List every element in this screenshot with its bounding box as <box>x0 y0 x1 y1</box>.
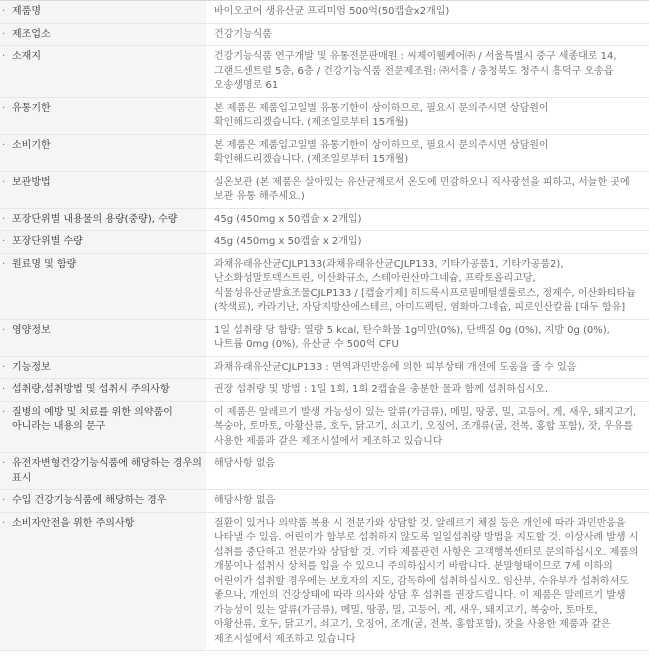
row-value: 45g (450mg x 50캡슐 x 2개입) <box>206 208 649 231</box>
row-value: 건강기능식품 <box>206 23 649 46</box>
row-value: 권장 섭취량 및 방법 : 1일 1회, 1회 2캡슐을 충분한 물과 함께 섭취하십시오. <box>206 379 649 402</box>
row-value: 바이오코어 생유산균 프리미엄 500억(50캡슐x2개입) <box>206 1 649 24</box>
row-value: 해당사항 없음 <box>206 490 649 513</box>
row-manufacturer <box>0 23 649 46</box>
row-not-medicine-notice <box>0 401 649 453</box>
row-ingredients <box>0 253 649 319</box>
row-value: 질환이 있거나 의약품 복용 시 전문가와 상담할 것. 알레르기 체질 등은 개인에 따라 과민반응을 나타낼 수 있음. 어린이가 함부로 섭취하지 않도록 일일섭취량 방법을 지도할 것. 이상사례 발생 시 섭취를 중단하고 전문가와 상담할 것. 기타 제품관련 사항은 고객행복센터로 문의하십시오. 제품의 개봉이나 섭취시 상처를 입을 수 있으니 주의하십시기 바랍니다. 분말형태이므로 7세 이하의 어린이가 섭취할 경우에는 보호자의 지도, 감독하에 섭취하십시오. 임산부, 수유부가 섭취하셔도 좋으나, 개인의 건강상태에 따라 의사와 상담 후 섭취를 권장드립니다. 이 제품은 알레르기 발생 가능성이 있는 알류(가금류), 메밀, 땅콩, 밀, 고등어, 게, 새우, 돼지고기, 복숭아, 토마토, 아황산류, 호두, 닭고기, 쇠고기, 오징어, 조개(굴, 전복, 홍합포함), 잣을 사용한 제품과 같은 제조시설에서 제조하고 있습니다 <box>206 512 649 651</box>
row-value: 본 제품은 제품입고일별 유통기한이 상이하므로, 필요시 문의주시면 상담원이 확인해드리겠습니다. (제조일로부터 15개월) <box>206 134 649 171</box>
row-label: · 제품명 <box>0 1 206 24</box>
row-value: 본 제품은 제품입고일별 유통기한이 상이하므로, 필요시 문의주시면 상담원이 확인해드리겠습니다. (제조일로부터 15개월) <box>206 97 649 134</box>
row-import <box>0 490 649 513</box>
row-label: · 영양정보 <box>0 319 206 356</box>
row-consumption-period <box>0 134 649 171</box>
row-package-quantity <box>0 231 649 254</box>
row-label: · 소재지 <box>0 46 206 98</box>
row-intake <box>0 379 649 402</box>
row-label: · 소비자안전을 위한 주의사항 <box>0 512 206 651</box>
row-label: · 제조업소 <box>0 23 206 46</box>
row-label: · 포장단위별 수량 <box>0 231 206 254</box>
row-distribution-period <box>0 97 649 134</box>
row-safety-precautions <box>0 512 649 651</box>
row-package-volume <box>0 208 649 231</box>
row-label: · 원료명 및 함량 <box>0 253 206 319</box>
row-function <box>0 356 649 379</box>
row-value: 건강기능식품 연구개발 및 유통전문판매원 : 씨제이웰케어㈜ / 서울특별시 중구 세종대로 14, 그랜드센트럴 5층, 6층 / 건강기능식품 전문제조원: ㈜서흥 / 충청북도 청주시 흥덕구 오송읍 오송생명로 61 <box>206 46 649 98</box>
row-label: · 포장단위별 내용물의 용량(중량), 수량 <box>0 208 206 231</box>
row-value: 45g (450mg x 50캡슐 x 2개입) <box>206 231 649 254</box>
row-label: · 보관방법 <box>0 171 206 208</box>
row-label: · 소비기한 <box>0 134 206 171</box>
row-value: 과채유래유산균CJLP133(과채유래유산균CJLP133, 기타가공품1, 기타가공품2), 난소화성말토덱스트린, 이산화규소, 스테아린산마그네슘, 프락토올리고당, 식물성유산균발효조물CJLP133 / [캡슐기제] 히드록시프로필메틸셀룰로스, 정제수, 이산화티타늄(착색료), 카라기난, 자당지방산에스테르, 아미드펙틴, 염화마그네슘, 피로인산칼륨 [대두 함유] <box>206 253 649 319</box>
row-label: · 기능정보 <box>0 356 206 379</box>
row-gmo <box>0 453 649 490</box>
row-label: · 섭취량,섭취방법 및 섭취시 주의사항 <box>0 379 206 402</box>
row-label: · 유통기한 <box>0 97 206 134</box>
row-label: · 질병의 예방 및 치료를 위한 의약품이 아니라는 내용의 문구 <box>0 401 206 453</box>
row-value: 1일 섭취량 당 함량: 열량 5 kcal, 탄수화물 1g미만(0%), 단백질 0g (0%), 지방 0g (0%), 나트륨 0mg (0%), 유산균 수 500억 CFU <box>206 319 649 356</box>
row-product-name <box>0 1 649 24</box>
row-storage <box>0 171 649 208</box>
row-label: · 수입 건강기능식품에 해당하는 경우 <box>0 490 206 513</box>
row-location <box>0 46 649 98</box>
row-label: · 유전자변형건강기능식품에 해당하는 경우의 표시 <box>0 453 206 490</box>
row-value: 실온보관 (본 제품은 살아있는 유산균제로서 온도에 민감하오니 직사광선을 피하고, 서늘한 곳에 보관 유통 해주세요.) <box>206 171 649 208</box>
row-value: 해당사항 없음 <box>206 453 649 490</box>
row-value: 과채유래유산균CJLP133 : 면역과민반응에 의한 피부상태 개선에 도움을 줄 수 있음 <box>206 356 649 379</box>
row-value: 이 제품은 알레르기 발생 가능성이 있는 알류(가금류), 메밀, 땅콩, 밀, 고등어, 게, 새우, 돼지고기, 복숭아, 토마토, 아황산류, 호두, 닭고기, 쇠고기, 오징어, 조개류(굴, 전복, 홍합 포함), 잣, 우유를 사용한 제품과 같은 제조시설에서 제조하고 있습니다 <box>206 401 649 453</box>
row-nutrition <box>0 319 649 356</box>
